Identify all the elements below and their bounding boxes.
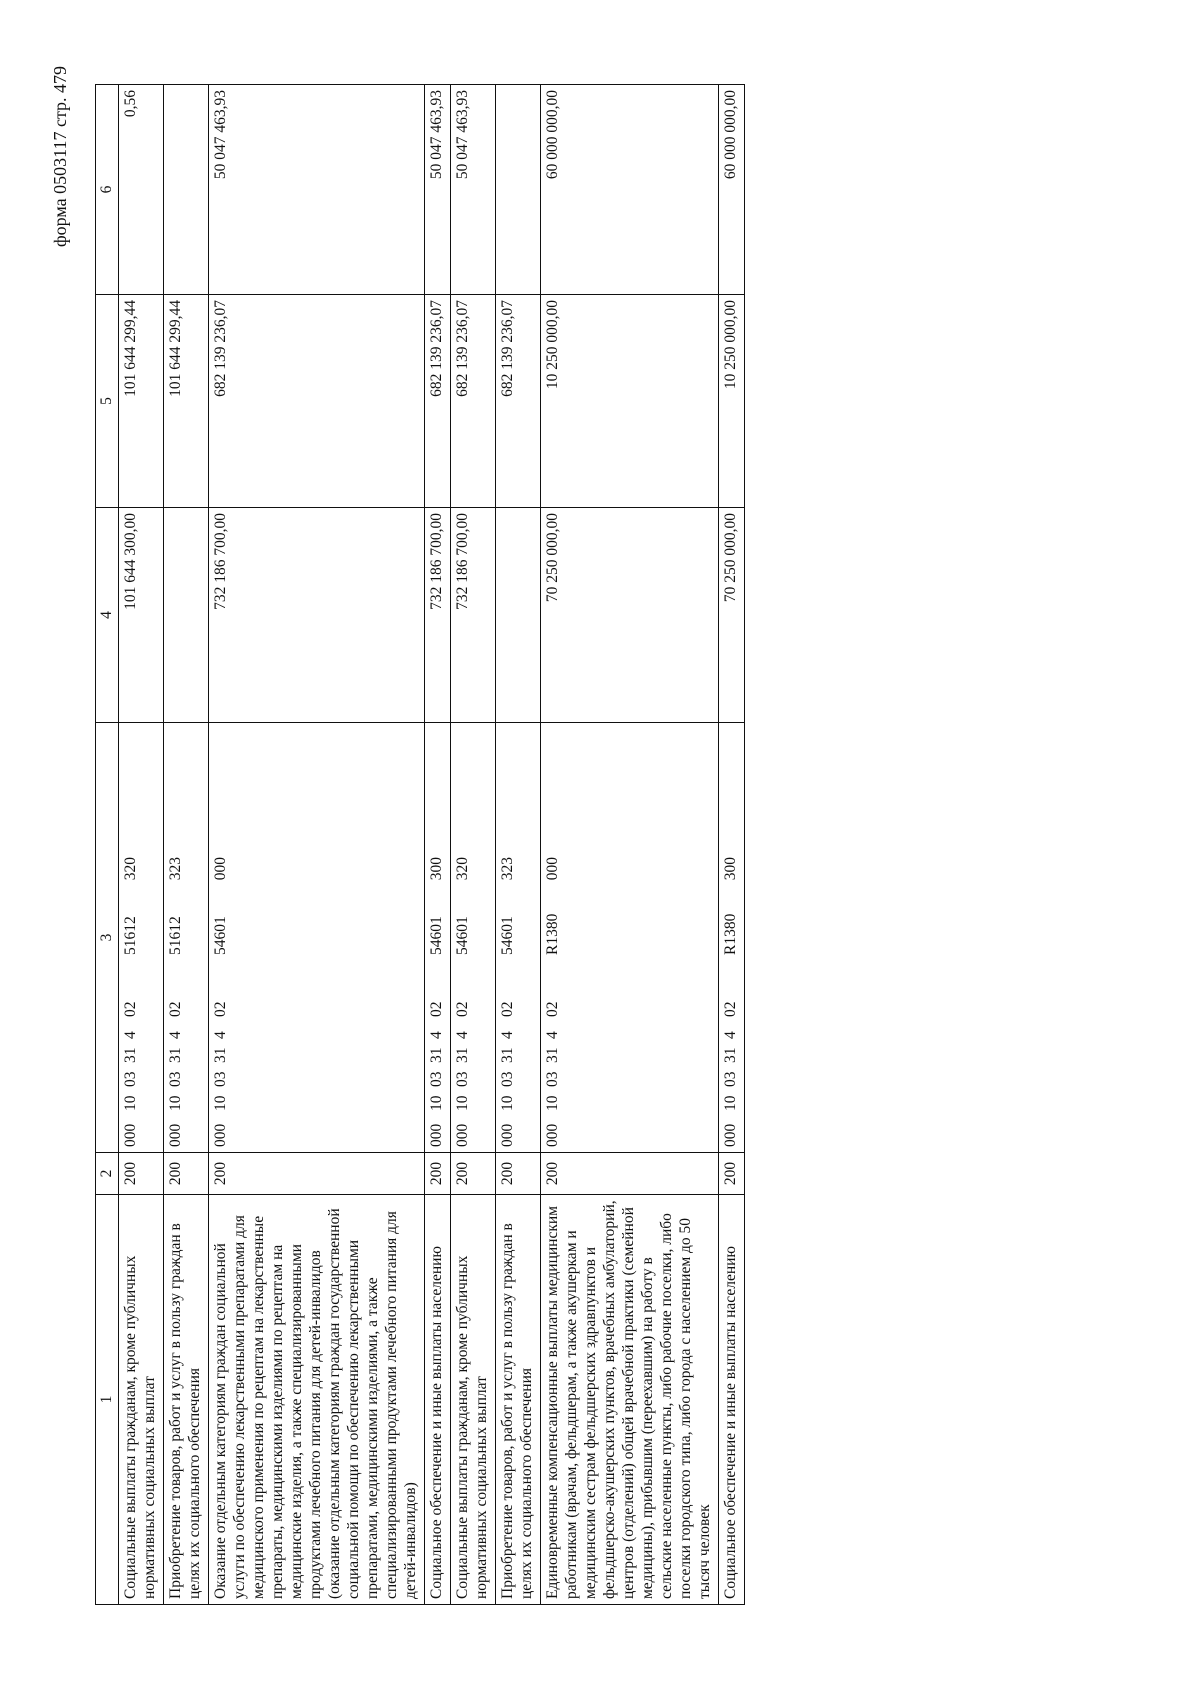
table-row	[164, 85, 209, 1605]
code-segment: 54601	[212, 916, 229, 955]
table-row	[209, 85, 425, 1605]
code-segment: 4	[454, 1031, 471, 1039]
code-segment: 4	[499, 1031, 516, 1039]
table-row	[496, 85, 541, 1605]
approved-amount	[496, 508, 541, 723]
code-segment: 300	[722, 857, 739, 881]
code-segment: 000	[212, 857, 229, 881]
code-segment: 02	[722, 1001, 739, 1017]
code-segment: 31	[499, 1047, 516, 1063]
code-segment: 31	[167, 1047, 184, 1063]
code-segment: 4	[167, 1031, 184, 1039]
code-segment: 4	[122, 1031, 139, 1039]
code-segment: 02	[544, 1001, 561, 1017]
code-segment: 03	[499, 1071, 516, 1087]
column-header: 5	[96, 295, 119, 508]
code-segment: 31	[454, 1047, 471, 1063]
code-segment: 51612	[167, 916, 184, 955]
code-segment: 320	[122, 857, 139, 881]
table-row	[719, 85, 745, 1605]
code-segment: 31	[122, 1047, 139, 1063]
code-segment: 03	[428, 1071, 445, 1087]
unexecuted-amount: 0,56	[119, 85, 164, 295]
line-code: 200	[119, 1153, 164, 1195]
code-segment: 02	[167, 1001, 184, 1017]
executed-amount: 682 139 236,07	[209, 295, 425, 508]
unexecuted-amount: 60 000 000,00	[541, 85, 719, 295]
approved-amount: 732 186 700,00	[425, 508, 451, 723]
code-segment: 31	[212, 1047, 229, 1063]
code-segment: 320	[454, 857, 471, 881]
approved-amount: 70 250 000,00	[719, 508, 745, 723]
code-segment: 323	[499, 857, 516, 881]
code-segment: 03	[454, 1071, 471, 1087]
table-row	[425, 85, 451, 1605]
code-segment: R1380	[544, 913, 561, 955]
code-segment: 02	[212, 1001, 229, 1017]
column-header: 4	[96, 508, 119, 723]
code-segment: 54601	[454, 916, 471, 955]
budget-classification-code	[719, 723, 745, 1153]
code-segment: 54601	[428, 916, 445, 955]
budget-classification-code	[425, 723, 451, 1153]
code-segment: 4	[722, 1031, 739, 1039]
executed-amount: 10 250 000,00	[541, 295, 719, 508]
code-segment: 10	[499, 1095, 516, 1111]
row-name: Единовременные компенсационные выплаты медицинским работникам (врачам, фельдшерам, а также акушеркам и медицинским сестрам фельдшерских здравпунктов и фельдшерско-акушерских пунктов, врачебных амбулаторий, центров (отделений) общей врачебной практики (семейной медицины), прибывшим (переехавшим) на работу в сельские населенные пункты, либо рабочие поселки, либо поселки городского типа, либо города с населением до 50 тысяч человек	[541, 1195, 719, 1605]
code-segment: 000	[722, 1123, 739, 1147]
budget-execution-table	[95, 84, 745, 1605]
unexecuted-amount	[496, 85, 541, 295]
code-segment: 03	[122, 1071, 139, 1087]
approved-amount: 732 186 700,00	[209, 508, 425, 723]
column-header: 6	[96, 85, 119, 295]
line-code: 200	[719, 1153, 745, 1195]
code-segment: 03	[722, 1071, 739, 1087]
unexecuted-amount: 60 000 000,00	[719, 85, 745, 295]
code-segment: 10	[428, 1095, 445, 1111]
row-name: Приобретение товаров, работ и услуг в пользу граждан в целях их социального обеспечения	[496, 1195, 541, 1605]
code-segment: 31	[722, 1047, 739, 1063]
line-code: 200	[209, 1153, 425, 1195]
table-row	[541, 85, 719, 1605]
code-segment: 02	[122, 1001, 139, 1017]
approved-amount: 101 644 300,00	[119, 508, 164, 723]
column-number-row	[96, 85, 119, 1605]
executed-amount: 10 250 000,00	[719, 295, 745, 508]
code-segment: 4	[428, 1031, 445, 1039]
form-number-label: форма 0503117 стр. 479	[50, 65, 70, 247]
code-segment: 000	[499, 1123, 516, 1147]
code-segment: 02	[428, 1001, 445, 1017]
code-segment: 10	[454, 1095, 471, 1111]
column-header: 2	[96, 1153, 119, 1195]
budget-classification-code	[496, 723, 541, 1153]
code-segment: 10	[722, 1095, 739, 1111]
executed-amount: 101 644 299,44	[119, 295, 164, 508]
unexecuted-amount: 50 047 463,93	[209, 85, 425, 295]
code-segment: 10	[544, 1095, 561, 1111]
budget-classification-code	[119, 723, 164, 1153]
line-code: 200	[425, 1153, 451, 1195]
executed-amount: 682 139 236,07	[451, 295, 496, 508]
approved-amount: 732 186 700,00	[451, 508, 496, 723]
code-segment: 4	[544, 1031, 561, 1039]
code-segment: 300	[428, 857, 445, 881]
row-name: Социальное обеспечение и иные выплаты населению	[719, 1195, 745, 1605]
row-name: Социальные выплаты гражданам, кроме публичных нормативных социальных выплат	[451, 1195, 496, 1605]
code-segment: 31	[428, 1047, 445, 1063]
code-segment: 03	[167, 1071, 184, 1087]
code-segment: 000	[212, 1123, 229, 1147]
code-segment: 10	[122, 1095, 139, 1111]
code-segment: 4	[212, 1031, 229, 1039]
code-segment: 000	[428, 1123, 445, 1147]
code-segment: 10	[212, 1095, 229, 1111]
code-segment: 54601	[499, 916, 516, 955]
budget-classification-code	[451, 723, 496, 1153]
column-header: 3	[96, 723, 119, 1153]
code-segment: 31	[544, 1047, 561, 1063]
code-segment: 51612	[122, 916, 139, 955]
code-segment: 000	[544, 857, 561, 881]
table-row	[451, 85, 496, 1605]
code-segment: 02	[499, 1001, 516, 1017]
row-name: Приобретение товаров, работ и услуг в пользу граждан в целях их социального обеспечения	[164, 1195, 209, 1605]
code-segment: 000	[454, 1123, 471, 1147]
executed-amount: 682 139 236,07	[425, 295, 451, 508]
line-code: 200	[541, 1153, 719, 1195]
line-code: 200	[164, 1153, 209, 1195]
row-name: Социальное обеспечение и иные выплаты населению	[425, 1195, 451, 1605]
code-segment: 02	[454, 1001, 471, 1017]
line-code: 200	[496, 1153, 541, 1195]
code-segment: 10	[167, 1095, 184, 1111]
unexecuted-amount: 50 047 463,93	[451, 85, 496, 295]
table-row	[119, 85, 164, 1605]
code-segment: R1380	[722, 913, 739, 955]
code-segment: 323	[167, 857, 184, 881]
code-segment: 000	[167, 1123, 184, 1147]
approved-amount	[164, 508, 209, 723]
executed-amount: 682 139 236,07	[496, 295, 541, 508]
row-name: Социальные выплаты гражданам, кроме публичных нормативных социальных выплат	[119, 1195, 164, 1605]
approved-amount: 70 250 000,00	[541, 508, 719, 723]
code-segment: 03	[544, 1071, 561, 1087]
column-header: 1	[96, 1195, 119, 1605]
budget-classification-code	[164, 723, 209, 1153]
line-code: 200	[451, 1153, 496, 1195]
unexecuted-amount: 50 047 463,93	[425, 85, 451, 295]
code-segment: 03	[212, 1071, 229, 1087]
unexecuted-amount	[164, 85, 209, 295]
code-segment: 000	[122, 1123, 139, 1147]
budget-classification-code	[209, 723, 425, 1153]
code-segment: 000	[544, 1123, 561, 1147]
executed-amount: 101 644 299,44	[164, 295, 209, 508]
row-name: Оказание отдельным категориям граждан социальной услуги по обеспечению лекарственными препаратами для медицинского применения по рецептам на лекарственные препараты, медицинскими изделиями по рецептам на медицинские изделия, а также специализированными продуктами лечебного питания для детей-инвалидов (оказание отдельным категориям граждан государственной социальной помощи по обеспечению лекарственными препаратами, медицинскими изделиями, а также специализированными продуктами лечебного питания для детей-инвалидов)	[209, 1195, 425, 1605]
budget-classification-code	[541, 723, 719, 1153]
